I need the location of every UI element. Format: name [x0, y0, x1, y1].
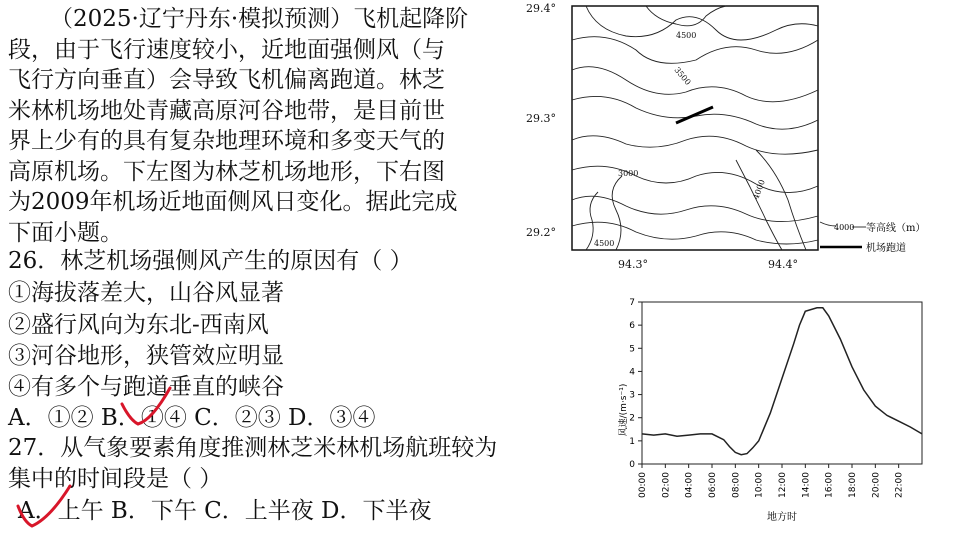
q27-options: A．上午 B．下午 C．上半夜 D．下半夜 — [18, 498, 432, 524]
intro-line: 米林机场地处青藏高原河谷地带，是目前世 — [8, 97, 445, 124]
contour-label: 4500 — [594, 239, 615, 248]
contour-label: 4500 — [676, 31, 697, 40]
x-tick-label: 12:00 — [778, 472, 788, 498]
chart-y-axis-label: 风速/(m·s⁻¹) — [619, 383, 629, 437]
x-tick-label: 16:00 — [824, 472, 835, 498]
topographic-map — [526, 0, 956, 280]
intro-line: 段，由于飞行速度较小，近地面强侧风（与 — [8, 36, 445, 63]
y-tick-label: 5 — [629, 344, 635, 355]
lat-label: 29.2° — [526, 226, 556, 239]
chart-y-ticks — [629, 298, 642, 470]
chart-x-axis-label: 地方时 — [767, 512, 797, 523]
q27-stem: 集中的时间段是（ ） — [8, 466, 223, 492]
y-tick-label: 6 — [629, 321, 635, 332]
map-frame — [572, 6, 818, 250]
y-tick-label: 0 — [629, 460, 635, 470]
contour-label: 3500 — [672, 65, 693, 87]
q27-stem: 27．从气象要素角度推测林芝米林机场航班较为 — [8, 435, 498, 461]
wind-speed-series-line — [642, 308, 922, 455]
x-tick-label: 00:00 — [638, 472, 648, 498]
x-tick-label: 14:00 — [801, 472, 812, 498]
legend-runway-text: 机场跑道 — [866, 243, 906, 254]
lat-label: 29.3° — [526, 112, 556, 125]
intro-line: 高原机场。下左图为林芝机场地形，下右图 — [8, 158, 445, 185]
x-tick-label: 10:00 — [754, 472, 765, 498]
plot-frame — [642, 302, 922, 464]
q26-item: ①海拔落差大，山谷风显著 — [8, 280, 284, 306]
x-tick-label: 18:00 — [848, 472, 858, 498]
y-tick-label: 3 — [629, 390, 635, 401]
q26-item: ③河谷地形，狭管效应明显 — [8, 343, 284, 369]
x-tick-label: 08:00 — [731, 472, 742, 498]
x-tick-label: 20:00 — [871, 472, 882, 498]
y-tick-label: 7 — [629, 298, 635, 308]
lon-label: 94.4° — [768, 258, 798, 271]
chart-axes — [642, 302, 922, 464]
q26-options: A．①② B．①④ C．②③ D．③④ — [8, 405, 376, 431]
intro-line: 飞行方向垂直）会导致飞机偏离跑道。林芝 — [8, 67, 445, 93]
y-tick-label: 1 — [629, 436, 635, 447]
q26-item: ④有多个与跑道垂直的峡谷 — [8, 374, 284, 400]
lat-label: 29.4° — [526, 2, 556, 15]
answer-check-mark-q27 — [10, 482, 90, 538]
wind-speed-chart — [612, 290, 932, 530]
intro-line: 界上少有的具有复杂地理环境和多变天气的 — [8, 128, 445, 154]
intro-line: 下面小题。 — [8, 219, 123, 246]
answer-check-mark-q26 — [100, 384, 190, 434]
contour-label: 4000 — [751, 178, 767, 201]
chart-x-ticks — [638, 464, 905, 498]
contour-label: 3000 — [618, 169, 639, 178]
intro-line: 为2009年机场近地面侧风日变化。据此完成 — [8, 189, 458, 215]
question-intro — [8, 4, 508, 248]
x-tick-label: 04:00 — [684, 472, 695, 498]
legend-contour-sample: 4000 — [834, 223, 855, 232]
q26-item: ②盛行风向为东北-西南风 — [8, 312, 269, 338]
legend-contour-text: 等高线（m） — [866, 223, 926, 234]
map-legend — [820, 221, 925, 254]
x-tick-label: 02:00 — [661, 472, 672, 498]
lon-label: 94.3° — [618, 258, 648, 271]
y-tick-label: 4 — [629, 367, 635, 378]
y-tick-label: 2 — [629, 413, 635, 424]
x-tick-label: 06:00 — [708, 472, 718, 498]
q26-stem: 26．林芝机场强侧风产生的原因有（ ） — [8, 248, 413, 274]
x-tick-label: 22:00 — [894, 472, 905, 498]
intro-line: （2025·辽宁丹东·模拟预测）飞机起降阶 — [50, 6, 469, 32]
